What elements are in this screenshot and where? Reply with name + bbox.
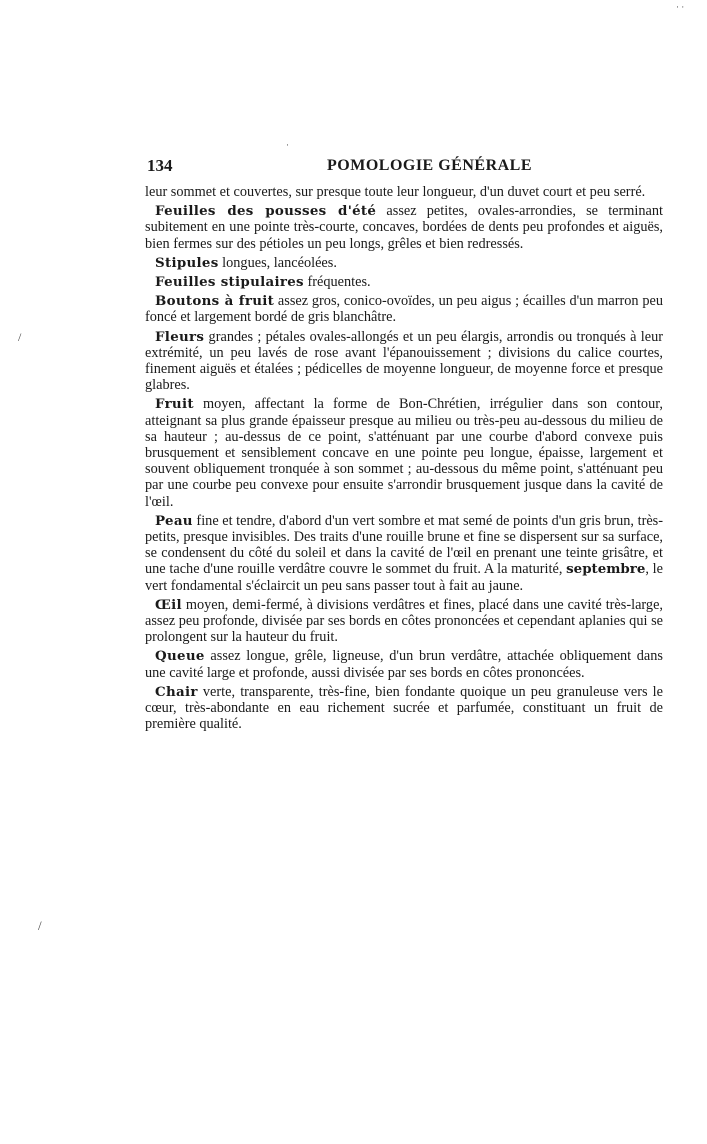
paragraph-lead: Feuilles des pousses d'été [155,203,377,220]
paragraph-oeil [145,597,663,646]
paragraph-lead: Fruit [155,396,194,413]
paragraph-text: moyen, affectant la forme de Bon-Chrétien, irrégulier dans son contour, atteignant sa plus grande épaisseur presque au milieu ou très-peu au-dessous du milieu de sa hauteur ; au-dessus de ce point, s'atténuant par une courbe d'abord convexe puis brusquement et sensiblement concave en une pointe peu longue, épaisse, largement et souvent obliquement tronquée à son sommet ; au-dessous du même point, s'atténuant peu par une courbe peu convexe pour ensuite s'arrondir brusquement jusque dans la cavité de l'œil. [145,396,663,510]
scan-mark: · · [676,2,685,12]
paragraph-text: longues, lancéolées. [218,254,337,271]
paragraph-lead: Peau [155,512,193,529]
paragraph-fleurs [145,329,663,394]
paragraph-lead: Œil [155,596,182,613]
paragraph-text: assez longue, grêle, ligneuse, d'un brun verdâtre, attachée obliquement dans une cavité large et profonde, aussi divisée par ses bords en côtes prononcées. [145,648,663,681]
paragraph-continuation [145,184,663,200]
running-title: POMOLOGIE GÉNÉRALE [327,157,533,174]
paragraph-text: grandes ; pétales ovales-allongés et un peu élargis, arrondis ou tronqués à leur extrémité, un peu lavés de rose avant l'épanouissement ; divisions du calice courtes, finement aiguës et étalées ; pédicelles de moyenne longueur, de moyenne force et presque glabres. [145,328,663,394]
paragraph-text: fréquentes. [303,274,371,291]
paragraph-lead: Fleurs [155,328,205,345]
paragraph-text-after: , le vert fondamental s'éclaircit un peu sans passer tout à fait au jaune. [145,561,664,594]
paragraph-text: leur sommet et couvertes, sur presque toute leur longueur, d'un duvet court et peu serré. [145,184,646,200]
paragraph-boutons [145,293,663,325]
paragraph-feuilles-stipulaires [145,274,663,290]
paragraph-feuilles-pousses [145,203,663,252]
paragraph-lead: Chair [155,683,198,700]
maturity-month: septembre [566,561,646,578]
paragraph-lead: Boutons à fruit [155,293,275,310]
paragraph-text: assez petites, ovales-arrondies, se terminant subitement en une pointe très-courte, concaves, bordées de dents peu profondes et aiguës, bien fermes sur des pétioles un peu longs, grêles et bien redressés. [145,203,663,252]
paragraph-text: assez gros, conico-ovoïdes, un peu aigus ; écailles d'un marron peu foncé et largement bordé de gris blanchâtre. [145,293,664,326]
paragraph-fruit [145,396,663,509]
scan-mark: / [18,330,22,344]
scan-mark: / [38,918,42,933]
paragraph-stipules [145,255,663,271]
paragraph-lead: Queue [155,648,205,665]
paragraph-lead: Stipules [155,254,219,271]
body-text [145,184,663,736]
page-header [147,156,662,180]
paragraph-peau [145,513,663,594]
paragraph-queue [145,648,663,680]
page-number: 134 [147,156,173,175]
scan-mark: · [286,140,289,150]
paragraph-text: moyen, demi-fermé, à divisions verdâtres et fines, placé dans une cavité très-large, assez peu profonde, divisée par ses bords en côtes prononcées et cependant aplanies qui se prolongent sur la hauteur du fruit. [145,596,663,646]
paragraph-text: fine et tendre, d'abord d'un vert sombre et mat semé de points d'un gris brun, très-petits, presque invisibles. Des traits d'une rouille brune et fine se dispersent sur sa surface, se condensent du côté du soleil et dans la cavité de l'œil en prenant une teinte grisâtre, et une tache d'une rouille verdâtre couvre le sommet du fruit. A la maturité, [145,512,663,578]
paragraph-text: verte, transparente, très-fine, bien fondante quoique un peu granuleuse vers le cœur, très-abondante en eau richement sucrée et parfumée, constituant un fruit de première qualité. [145,683,663,733]
paragraph-lead: Feuilles stipulaires [155,274,304,291]
paragraph-chair [145,684,663,733]
